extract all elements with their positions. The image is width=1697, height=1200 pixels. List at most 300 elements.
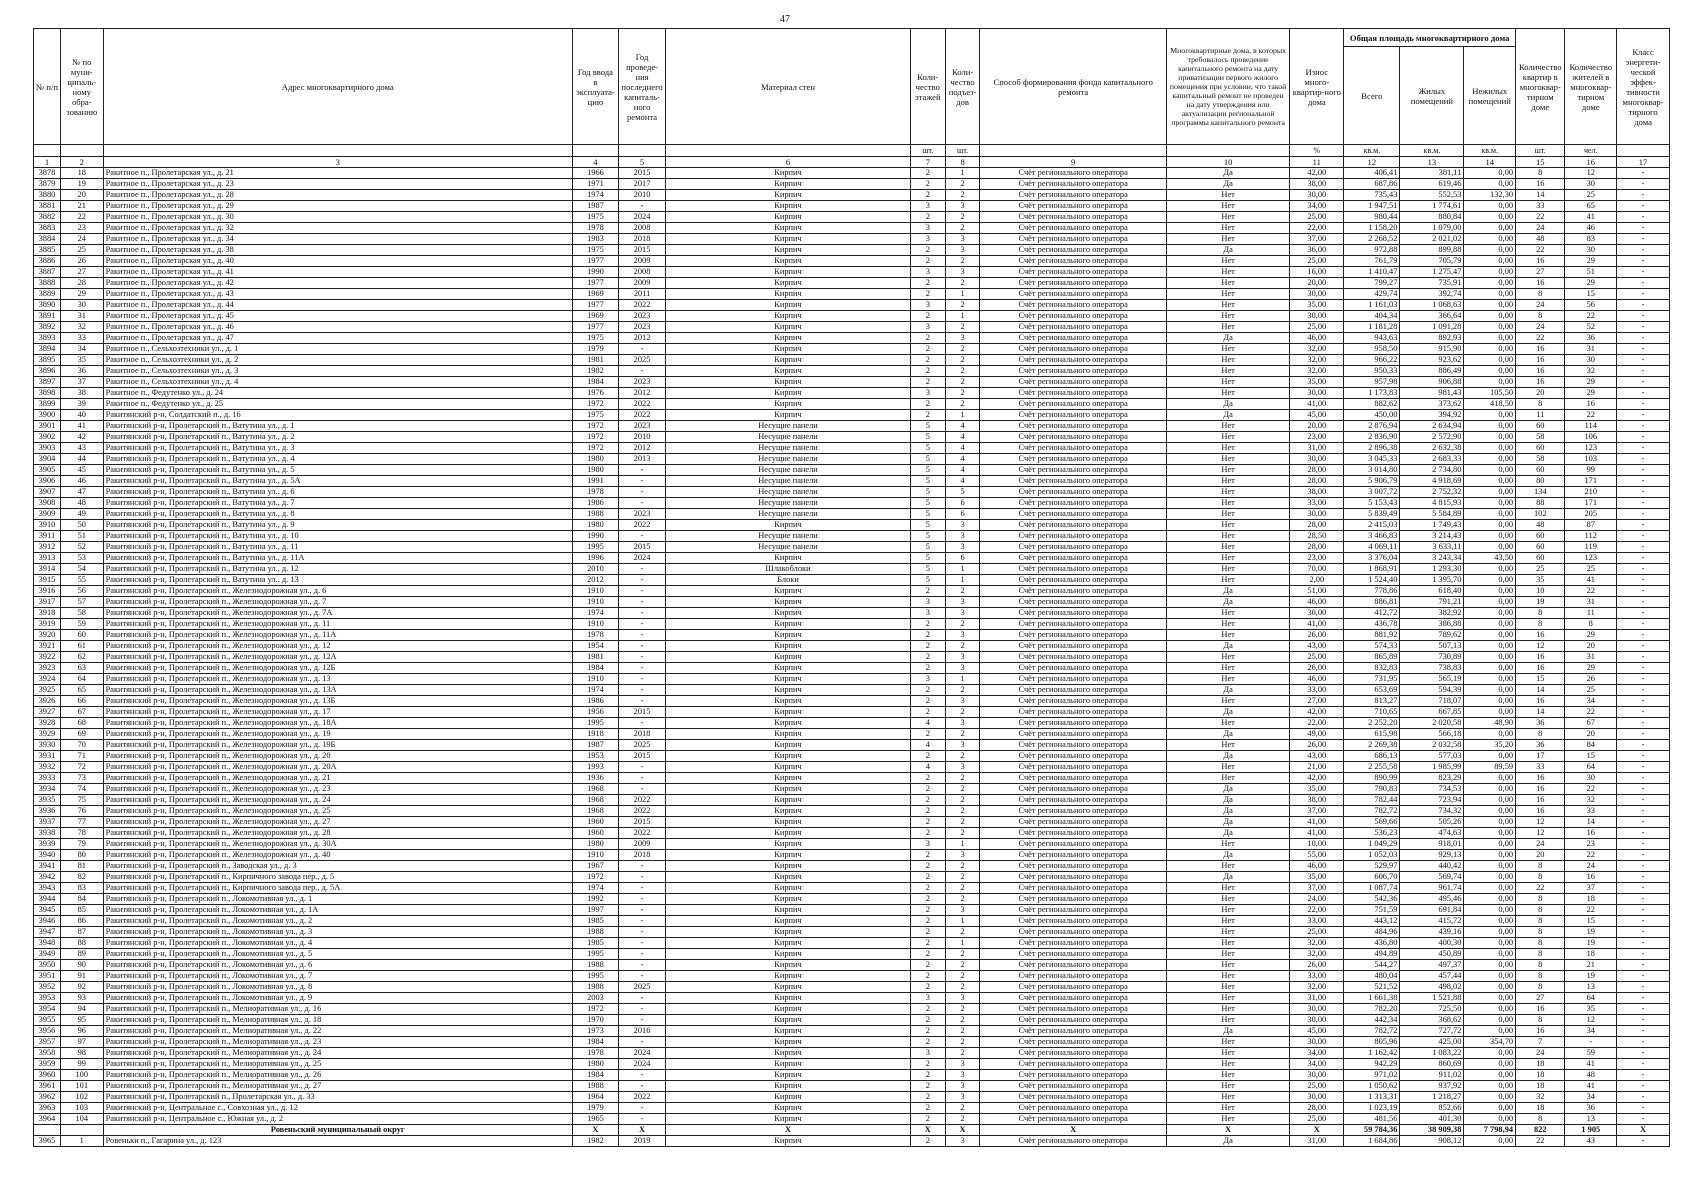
table-cell: 3 633,11 xyxy=(1400,542,1464,553)
table-cell: 18 xyxy=(1565,949,1617,960)
table-cell: Ракитянский р-н, Пролетарский п., Мелиоративная ул., д. 23 xyxy=(103,1037,572,1048)
table-cell: Несущие панели xyxy=(666,443,911,454)
table-row xyxy=(34,773,1670,784)
table-cell: 43,00 xyxy=(1290,751,1344,762)
table-cell: Нет xyxy=(1166,938,1290,949)
table-cell: 1 395,70 xyxy=(1400,575,1464,586)
table-cell: Несущие панели xyxy=(666,432,911,443)
table-cell: 401,30 xyxy=(1400,1114,1464,1125)
header-privatization-repair: Многоквартирные дома, в которых требовалось проведение капитального ремонта на дату приватизации первого жилого помещения при условии, что такой капитальный ремонт не проведен на дату утверждения или актуализации региональной программы капитального ремонта xyxy=(1166,29,1290,145)
table-cell: 1 293,30 xyxy=(1400,564,1464,575)
table-cell: 392,74 xyxy=(1400,289,1464,300)
table-cell: 2 xyxy=(910,652,945,663)
table-cell: 3915 xyxy=(34,575,61,586)
table-cell: Счёт регионального оператора xyxy=(980,619,1166,630)
table-cell: 32 xyxy=(1565,795,1617,806)
table-cell: 2 xyxy=(910,289,945,300)
table-cell: Ракитное п., Пролетарская ул., д. 44 xyxy=(103,300,572,311)
table-cell: Кирпич xyxy=(666,355,911,366)
table-cell: 0,00 xyxy=(1464,509,1516,520)
table-cell: 439,16 xyxy=(1400,927,1464,938)
table-cell: 210 xyxy=(1565,487,1617,498)
table-cell: 4 xyxy=(910,740,945,751)
table-cell: - xyxy=(1617,663,1670,674)
table-cell: 32,00 xyxy=(1290,938,1344,949)
table-cell: - xyxy=(1617,234,1670,245)
table-row xyxy=(34,234,1670,245)
table-cell: 119 xyxy=(1565,542,1617,553)
table-cell: 1997 xyxy=(572,905,618,916)
table-cell: 11 xyxy=(1516,410,1565,421)
table-cell: 2 xyxy=(945,685,980,696)
table-cell: - xyxy=(1617,355,1670,366)
header-area-living: Жилых помещений xyxy=(1400,47,1464,145)
table-cell: - xyxy=(618,1004,665,1015)
table-cell: 972,88 xyxy=(1344,245,1400,256)
table-cell: 3 xyxy=(945,245,980,256)
table-cell: Счёт регионального оператора xyxy=(980,707,1166,718)
table-cell: 860,69 xyxy=(1400,1059,1464,1070)
table-cell: 0,00 xyxy=(1464,861,1516,872)
table-cell: 42,00 xyxy=(1290,707,1344,718)
table-cell: 2 xyxy=(945,1103,980,1114)
table-cell: Счёт регионального оператора xyxy=(980,971,1166,982)
table-cell: - xyxy=(1617,795,1670,806)
table-cell: Нет xyxy=(1166,278,1290,289)
table-cell: Да xyxy=(1166,850,1290,861)
table-cell: Счёт регионального оператора xyxy=(980,190,1166,201)
table-cell: 3925 xyxy=(34,685,61,696)
table-cell: - xyxy=(1617,1114,1670,1125)
table-cell: 4 xyxy=(945,454,980,465)
table-cell: Счёт регионального оператора xyxy=(980,179,1166,190)
table-cell: 3916 xyxy=(34,586,61,597)
table-cell: 2 xyxy=(910,850,945,861)
table-row xyxy=(34,1081,1670,1092)
table-cell: 25,00 xyxy=(1290,1081,1344,1092)
table-cell: - xyxy=(1617,1070,1670,1081)
table-cell: - xyxy=(618,465,665,476)
table-cell: 3922 xyxy=(34,652,61,663)
table-cell: 3894 xyxy=(34,344,61,355)
table-cell: 2 xyxy=(910,663,945,674)
table-cell: Кирпич xyxy=(666,410,911,421)
table-cell: 3927 xyxy=(34,707,61,718)
table-cell: 3914 xyxy=(34,564,61,575)
column-number-cell: 6 xyxy=(666,157,911,168)
table-cell: Да xyxy=(1166,597,1290,608)
table-cell: 929,13 xyxy=(1400,850,1464,861)
table-cell: 2010 xyxy=(618,432,665,443)
table-cell: Нет xyxy=(1166,531,1290,542)
table-cell: 24 xyxy=(1516,839,1565,850)
table-cell: 2012 xyxy=(618,388,665,399)
table-cell: - xyxy=(1617,652,1670,663)
table-cell: Кирпич xyxy=(666,861,911,872)
table-cell: 2 xyxy=(910,641,945,652)
table-cell: 577,03 xyxy=(1400,751,1464,762)
table-cell: 705,79 xyxy=(1400,256,1464,267)
table-cell: 911,02 xyxy=(1400,1070,1464,1081)
table-cell: 33 xyxy=(60,333,103,344)
table-cell: - xyxy=(1617,619,1670,630)
table-cell: 1972 xyxy=(572,872,618,883)
table-row xyxy=(34,410,1670,421)
table-cell: 51 xyxy=(1565,267,1617,278)
table-cell: 3 214,43 xyxy=(1400,531,1464,542)
table-cell: - xyxy=(1617,267,1670,278)
table-cell: 8 xyxy=(1516,894,1565,905)
table-row xyxy=(34,740,1670,751)
table-cell: - xyxy=(1617,399,1670,410)
table-cell: - xyxy=(1617,949,1670,960)
table-cell: 3909 xyxy=(34,509,61,520)
table-cell: 1965 xyxy=(572,1114,618,1125)
table-cell: 687,86 xyxy=(1344,179,1400,190)
table-cell: 30,00 xyxy=(1290,1004,1344,1015)
table-cell: Счёт регионального оператора xyxy=(980,1037,1166,1048)
table-cell: Нет xyxy=(1166,960,1290,971)
table-cell: 606,70 xyxy=(1344,872,1400,883)
table-cell: Кирпич xyxy=(666,993,911,1004)
table-cell: 73 xyxy=(60,773,103,784)
table-cell: 1974 xyxy=(572,883,618,894)
table-row xyxy=(34,201,1670,212)
table-cell: 3934 xyxy=(34,784,61,795)
table-cell: - xyxy=(618,564,665,575)
table-cell: 3940 xyxy=(34,850,61,861)
table-cell: - xyxy=(1617,564,1670,575)
table-cell: 48,90 xyxy=(1464,718,1516,729)
table-row xyxy=(34,476,1670,487)
table-row xyxy=(34,212,1670,223)
table-cell: Нет xyxy=(1166,696,1290,707)
table-row xyxy=(34,982,1670,993)
table-cell: 31 xyxy=(1565,344,1617,355)
table-cell: Счёт регионального оператора xyxy=(980,608,1166,619)
table-cell: Нет xyxy=(1166,740,1290,751)
table-cell: 2 xyxy=(945,1114,980,1125)
table-cell: 3904 xyxy=(34,454,61,465)
table-cell: 1 749,43 xyxy=(1400,520,1464,531)
column-number-cell: 9 xyxy=(980,157,1166,168)
table-cell: 2 xyxy=(945,729,980,740)
table-cell: Счёт регионального оператора xyxy=(980,520,1166,531)
table-cell: Ровеньки п., Гагарина ул., д. 123 xyxy=(103,1136,572,1147)
table-row xyxy=(34,663,1670,674)
table-cell: Кирпич xyxy=(666,795,911,806)
table-cell: 1995 xyxy=(572,971,618,982)
table-cell: 8 xyxy=(1516,872,1565,883)
table-cell: 30,00 xyxy=(1290,190,1344,201)
table-cell: - xyxy=(618,575,665,586)
table-cell: 2 xyxy=(910,311,945,322)
table-cell: 2 xyxy=(910,366,945,377)
unit-cell xyxy=(1166,145,1290,157)
table-cell: Кирпич xyxy=(666,1103,911,1114)
table-cell: 33,00 xyxy=(1290,971,1344,982)
table-cell: 2 xyxy=(910,630,945,641)
table-cell: 27,00 xyxy=(1290,696,1344,707)
table-cell: Счёт регионального оператора xyxy=(980,575,1166,586)
table-cell: 26,00 xyxy=(1290,630,1344,641)
table-cell: 3950 xyxy=(34,960,61,971)
table-cell: Счёт регионального оператора xyxy=(980,355,1166,366)
table-cell: 442,34 xyxy=(1344,1015,1400,1026)
table-cell: 83 xyxy=(60,883,103,894)
table-cell: 3963 xyxy=(34,1103,61,1114)
table-cell: 34,00 xyxy=(1290,1059,1344,1070)
table-cell: Да xyxy=(1166,872,1290,883)
table-cell: 3912 xyxy=(34,542,61,553)
table-cell: Нет xyxy=(1166,1070,1290,1081)
table-cell: 5 153,43 xyxy=(1344,498,1400,509)
table-cell: 2 xyxy=(945,784,980,795)
table-row xyxy=(34,762,1670,773)
table-cell: 569,66 xyxy=(1344,817,1400,828)
table-cell: Ракитянский р-н, Пролетарский п., Железнодорожная ул., д. 7 xyxy=(103,597,572,608)
table-cell: - xyxy=(1617,300,1670,311)
table-cell: - xyxy=(1617,806,1670,817)
table-cell: 12 xyxy=(1565,1015,1617,1026)
table-cell: Нет xyxy=(1166,564,1290,575)
table-cell: Ракитянский р-н, Пролетарский п., Железнодорожная ул., д. 40 xyxy=(103,850,572,861)
table-cell: 24 xyxy=(60,234,103,245)
table-cell: 761,79 xyxy=(1344,256,1400,267)
table-cell: Счёт регионального оператора xyxy=(980,498,1166,509)
table-cell: 3 243,34 xyxy=(1400,553,1464,564)
table-cell: 5 xyxy=(910,443,945,454)
table-cell: 3901 xyxy=(34,421,61,432)
table-cell: 2 xyxy=(945,344,980,355)
table-cell: 42 xyxy=(60,432,103,443)
table-cell: Счёт регионального оператора xyxy=(980,542,1166,553)
table-cell: Ракитянский р-н, Пролетарский п., Железнодорожная ул., д. 6 xyxy=(103,586,572,597)
table-cell: Кирпич xyxy=(666,652,911,663)
table-cell: 3952 xyxy=(34,982,61,993)
table-cell: Кирпич xyxy=(666,960,911,971)
table-cell: - xyxy=(1617,1004,1670,1015)
table-cell: 29 xyxy=(60,289,103,300)
table-cell: 22 xyxy=(1516,883,1565,894)
table-cell: Ракитянский р-н, Пролетарский п., Локомотивная ул., д. 8 xyxy=(103,982,572,993)
table-cell: 82 xyxy=(60,872,103,883)
table-cell: 1 xyxy=(945,564,980,575)
table-cell: 31,00 xyxy=(1290,443,1344,454)
table-cell: 16 xyxy=(1516,355,1565,366)
table-cell: 87 xyxy=(60,927,103,938)
table-cell: 3953 xyxy=(34,993,61,1004)
table-cell: 4 xyxy=(910,762,945,773)
table-cell: 112 xyxy=(1565,531,1617,542)
table-cell: Кирпич xyxy=(666,938,911,949)
table-cell: - xyxy=(1617,421,1670,432)
table-cell: 58 xyxy=(1516,432,1565,443)
table-cell: - xyxy=(618,784,665,795)
table-cell: 3 007,72 xyxy=(1344,487,1400,498)
table-cell: 41 xyxy=(1565,575,1617,586)
table-cell: - xyxy=(1617,597,1670,608)
table-cell: 805,96 xyxy=(1344,1037,1400,1048)
table-cell: 790,83 xyxy=(1344,784,1400,795)
table-cell: Кирпич xyxy=(666,267,911,278)
table-cell: - xyxy=(1617,971,1670,982)
table-cell: 30,00 xyxy=(1290,1015,1344,1026)
table-cell: 104 xyxy=(60,1114,103,1125)
table-row xyxy=(34,817,1670,828)
table-cell: Нет xyxy=(1166,894,1290,905)
table-cell: 498,02 xyxy=(1400,982,1464,993)
table-row xyxy=(34,1136,1670,1147)
table-cell: 1910 xyxy=(572,850,618,861)
table-cell: 3965 xyxy=(34,1136,61,1147)
table-cell: Ракитное п., Пролетарская ул., д. 23 xyxy=(103,179,572,190)
table-cell: Да xyxy=(1166,245,1290,256)
table-cell: 3896 xyxy=(34,366,61,377)
table-cell: Ракитное п., Федутенко ул., д. 25 xyxy=(103,399,572,410)
table-cell: - xyxy=(1617,916,1670,927)
table-cell: - xyxy=(1617,674,1670,685)
table-cell: 19 xyxy=(1565,927,1617,938)
table-row xyxy=(34,949,1670,960)
header-wear: Износ много-квартир-ного дома xyxy=(1290,29,1344,145)
table-cell: 4 xyxy=(910,718,945,729)
table-cell: Кирпич xyxy=(666,839,911,850)
table-cell: 865,89 xyxy=(1344,652,1400,663)
column-number-cell: 7 xyxy=(910,157,945,168)
table-cell: 65 xyxy=(60,685,103,696)
table-cell: Счёт регионального оператора xyxy=(980,377,1166,388)
table-cell: 16 xyxy=(1516,344,1565,355)
table-cell: 51 xyxy=(60,531,103,542)
table-cell: 5 xyxy=(910,575,945,586)
table-cell: 25 xyxy=(1516,564,1565,575)
table-cell: 16 xyxy=(1516,806,1565,817)
table-cell: 2 xyxy=(910,817,945,828)
table-row xyxy=(34,883,1670,894)
table-cell: - xyxy=(1617,894,1670,905)
table-cell: 3942 xyxy=(34,872,61,883)
table-cell: 0,00 xyxy=(1464,267,1516,278)
table-cell: 30 xyxy=(1565,355,1617,366)
table-cell: 2 xyxy=(910,1026,945,1037)
table-cell: Ракитянский р-н, Пролетарский п., Ватутина ул., д. 11А xyxy=(103,553,572,564)
table-cell: 1 079,00 xyxy=(1400,223,1464,234)
table-cell: 25 xyxy=(1565,190,1617,201)
table-cell: Счёт регионального оператора xyxy=(980,366,1166,377)
table-cell: 2 252,20 xyxy=(1344,718,1400,729)
table-cell: 5 xyxy=(910,476,945,487)
table-cell: - xyxy=(1617,960,1670,971)
table-cell: Счёт регионального оператора xyxy=(980,586,1166,597)
table-cell: - xyxy=(1617,278,1670,289)
table-cell: 981,43 xyxy=(1400,388,1464,399)
table-cell: Ракитянский р-н, Пролетарский п., Локомотивная ул., д. 1 xyxy=(103,894,572,905)
table-cell: 0,00 xyxy=(1464,454,1516,465)
table-cell: 2022 xyxy=(618,828,665,839)
table-cell: 450,89 xyxy=(1400,949,1464,960)
table-cell: 30,00 xyxy=(1290,608,1344,619)
table-cell: - xyxy=(1617,696,1670,707)
table-cell: 3 xyxy=(910,201,945,212)
table-cell: Кирпич xyxy=(666,1048,911,1059)
table-cell: - xyxy=(1617,1081,1670,1092)
table-cell: 10,00 xyxy=(1290,839,1344,850)
table-cell: 368,62 xyxy=(1400,1015,1464,1026)
header-year-repair: Год проведе-ния последнего капиталь-ного ремонта xyxy=(618,29,665,145)
table-cell: Счёт регионального оператора xyxy=(980,729,1166,740)
table-cell: Счёт регионального оператора xyxy=(980,927,1166,938)
table-cell: 2 734,80 xyxy=(1400,465,1464,476)
table-cell: 615,98 xyxy=(1344,729,1400,740)
table-cell: - xyxy=(1617,707,1670,718)
table-cell: 2 xyxy=(910,333,945,344)
table-cell: 2019 xyxy=(618,1136,665,1147)
table-cell: 0,00 xyxy=(1464,476,1516,487)
table-cell: - xyxy=(618,1070,665,1081)
table-cell: Счёт регионального оператора xyxy=(980,1136,1166,1147)
table-cell: Ракитянский р-н, Пролетарский п., Железнодорожная ул., д. 7А xyxy=(103,608,572,619)
table-cell: Да xyxy=(1166,586,1290,597)
table-cell: - xyxy=(1617,773,1670,784)
table-cell: 1953 xyxy=(572,751,618,762)
table-cell: Счёт регионального оператора xyxy=(980,256,1166,267)
table-row xyxy=(34,630,1670,641)
table-cell: Счёт регионального оператора xyxy=(980,641,1166,652)
table-cell: 3 xyxy=(945,1092,980,1103)
unit-cell xyxy=(572,145,618,157)
table-cell: Нет xyxy=(1166,608,1290,619)
table-cell: 2008 xyxy=(618,267,665,278)
table-cell: 2 xyxy=(910,1114,945,1125)
table-cell: Нет xyxy=(1166,465,1290,476)
table-cell: - xyxy=(618,938,665,949)
table-cell: 103 xyxy=(60,1103,103,1114)
table-cell: 114 xyxy=(1565,421,1617,432)
table-cell: Ракитное п., Сельхозтехники ул., д. 2 xyxy=(103,355,572,366)
table-cell: 8 xyxy=(1516,729,1565,740)
table-cell: 22 xyxy=(1565,784,1617,795)
table-cell: 1990 xyxy=(572,267,618,278)
table-cell: Кирпич xyxy=(666,234,911,245)
table-row xyxy=(34,465,1670,476)
table-cell: Да xyxy=(1166,685,1290,696)
table-cell: - xyxy=(1617,454,1670,465)
table-cell: Ракитянский р-н, Пролетарский п., Локомотивная ул., д. 1А xyxy=(103,905,572,916)
table-row xyxy=(34,190,1670,201)
table-cell: 22 xyxy=(1516,245,1565,256)
table-cell: 3936 xyxy=(34,806,61,817)
table-row xyxy=(34,795,1670,806)
table-cell: 2 xyxy=(910,256,945,267)
table-cell: 13 xyxy=(1565,1114,1617,1125)
table-cell: Несущие панели xyxy=(666,465,911,476)
table-cell: 2022 xyxy=(618,795,665,806)
table-cell: 1984 xyxy=(572,1037,618,1048)
table-cell: Нет xyxy=(1166,652,1290,663)
table-cell: 529,97 xyxy=(1344,861,1400,872)
table-cell: 0,00 xyxy=(1464,729,1516,740)
table-cell: Да xyxy=(1166,806,1290,817)
table-cell: - xyxy=(1617,487,1670,498)
table-cell: Ракитянский р-н, Пролетарский п., Ватутина ул., д. 3 xyxy=(103,443,572,454)
table-cell: Нет xyxy=(1166,553,1290,564)
table-cell: 2 xyxy=(945,399,980,410)
table-cell: 725,50 xyxy=(1400,1004,1464,1015)
table-cell: Кирпич xyxy=(666,1092,911,1103)
table-row xyxy=(34,1015,1670,1026)
table-cell: - xyxy=(1617,179,1670,190)
